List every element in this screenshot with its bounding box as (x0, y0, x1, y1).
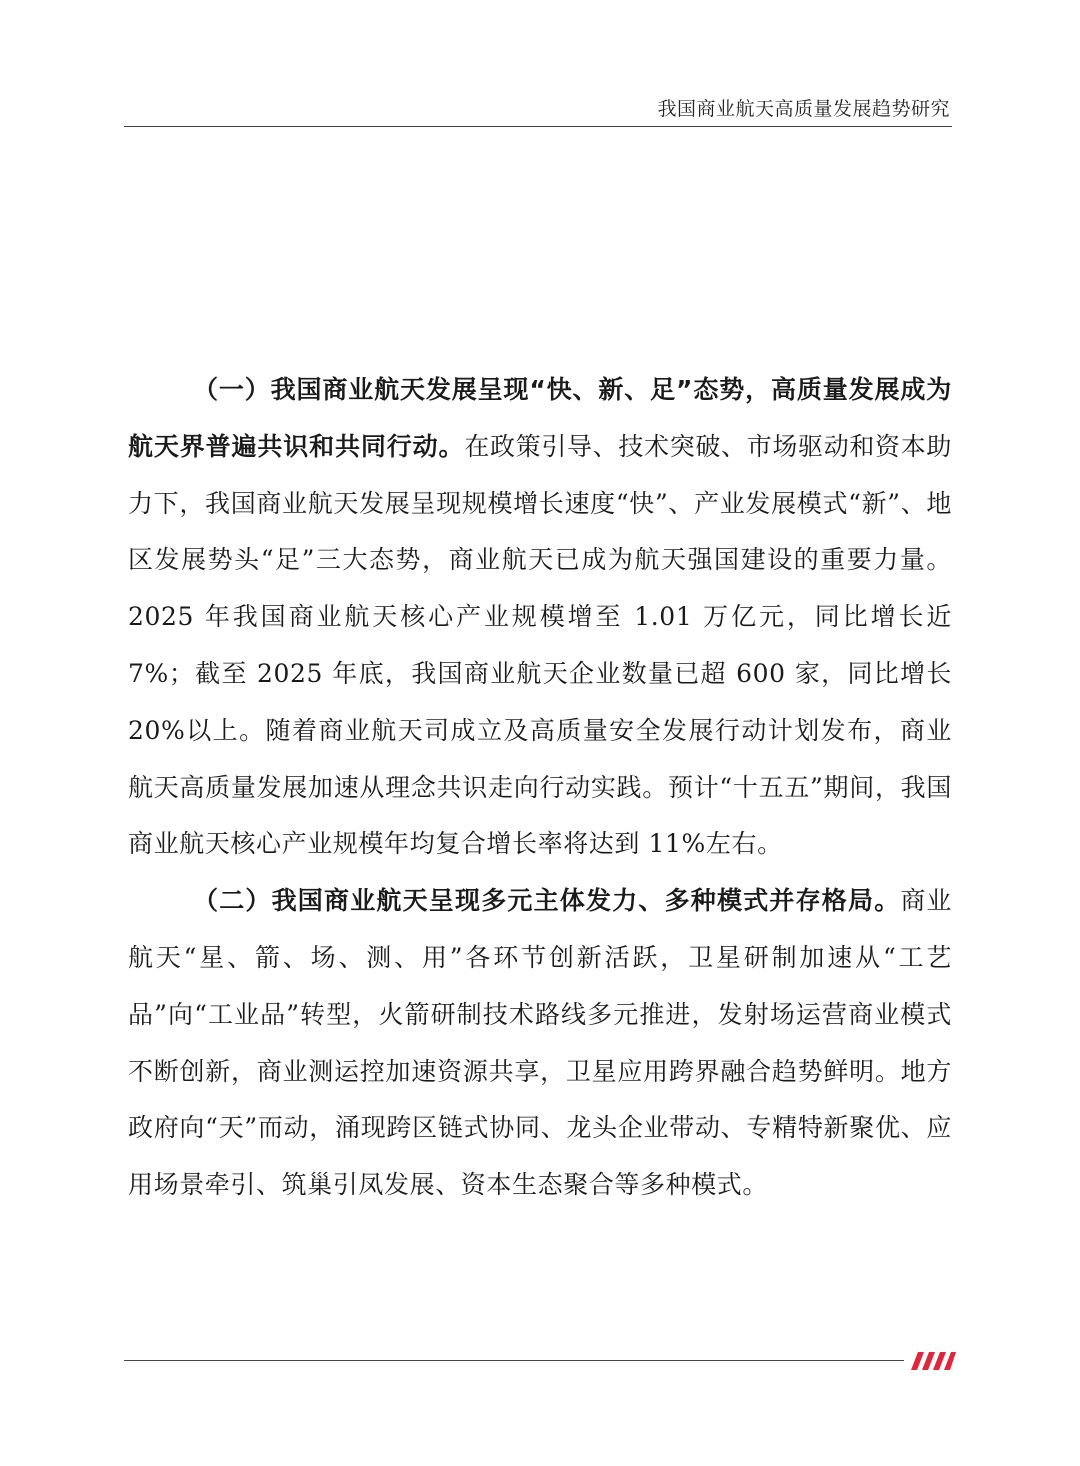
running-header-title: 我国商业航天高质量发展趋势研究 (657, 98, 950, 120)
header-divider (124, 126, 952, 127)
section-1-body: 在政策引导、技术突破、市场驱动和资本助力下，我国商业航天发展呈现规模增长速度“快”、产业发展模式“新”、地区发展势头“足”三大态势，商业航天已成为航天强国建设的重要力量。2025 年我国商业航天核心产业规模增至 1.01 万亿元，同比增长近 7%；截至 2025 年底，我国商业航天企业数量已超 600 家，同比增长 20%以上。随着商业航天司成立及高质量安全发展行动计划发布，商业航天高质量发展加速从理念共识走向行动实践。预计“十五五”期间，我国商业航天核心产业规模年均复合增长率将达到 11%左右。 (128, 431, 952, 859)
section-2-body: 商业航天“星、箭、场、测、用”各环节创新活跃，卫星研制加速从“工艺品”向“工业品”转型，火箭研制技术路线多元推进，发射场运营商业模式不断创新，商业测运控加速资源共享，卫星应用跨界融合趋势鲜明。地方政府向“天”而动，涌现跨区链式协同、龙头企业带动、专精特新聚优、应用场景牵引、筑巢引凤发展、资本生态聚合等多种模式。 (128, 886, 952, 1200)
section-paragraph-2 (128, 873, 952, 1214)
slash-stripes-icon (910, 1350, 956, 1372)
document-body (128, 362, 952, 1214)
footer-divider (124, 1360, 904, 1361)
section-1-lead: （一）我国商业航天发展呈现“快、新、足”态势，高质量发展成为航天界普遍共识和共同行动。 (128, 375, 952, 461)
section-paragraph-1 (128, 362, 952, 873)
section-2-lead: （二）我国商业航天呈现多元主体发力、多种模式并存格局。 (193, 886, 901, 916)
